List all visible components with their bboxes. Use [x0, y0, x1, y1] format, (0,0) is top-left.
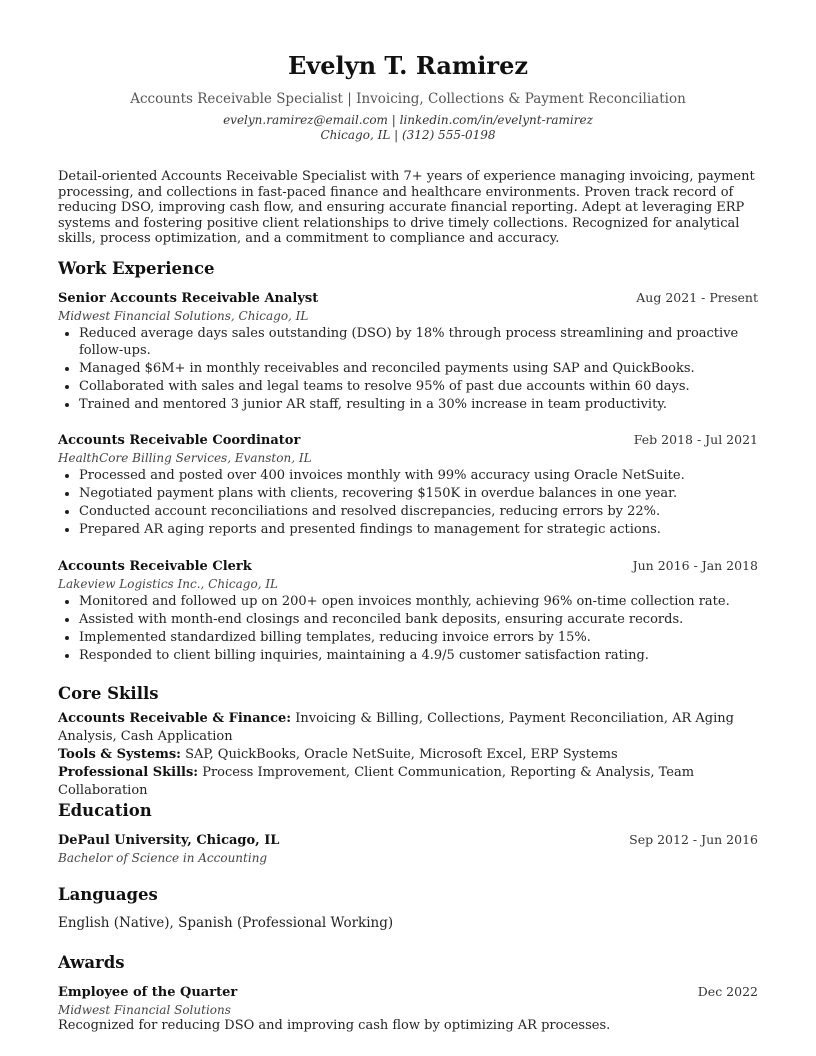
section-title-awards: Awards	[58, 953, 125, 972]
job-company: HealthCore Billing Services, Evanston, IL	[58, 451, 312, 465]
job-bullet: • Monitored and followed up on 200+ open invoices monthly, achieving 96% on-time collection rate.	[79, 594, 758, 611]
school-name: DePaul University, Chicago, IL	[58, 833, 280, 848]
contact-email-linkedin[interactable]: evelyn.ramirez@email.com | linkedin.com/in/evelynt-ramirez	[223, 113, 593, 127]
award-title: Employee of the Quarter	[58, 985, 238, 1000]
education-section	[58, 801, 758, 821]
education-entry	[58, 831, 758, 866]
candidate-name: Evelyn T. Ramirez	[288, 51, 528, 80]
job-dates: Feb 2018 - Jul 2021	[633, 432, 758, 447]
contact-location-phone: Chicago, IL | (312) 555-0198	[320, 128, 496, 142]
job-bullet: • Reduced average days sales outstanding (DSO) by 18% through process streamlining and proactive follow-ups.	[79, 326, 758, 359]
job-bullet: • Negotiated payment plans with clients, recovering $150K in overdue balances in one year.	[79, 486, 758, 503]
job-bullet: • Collaborated with sales and legal teams to resolve 95% of past due accounts within 60 days.	[79, 379, 758, 396]
languages-section	[58, 885, 758, 905]
job-bullet: • Trained and mentored 3 junior AR staff, resulting in a 30% increase in team productivity.	[79, 397, 758, 414]
section-title-education: Education	[58, 801, 152, 820]
job-title: Senior Accounts Receivable Analyst	[58, 291, 319, 306]
skill-value: SAP, QuickBooks, Oracle NetSuite, Microsoft Excel, ERP Systems	[185, 747, 618, 762]
resume-header	[58, 0, 758, 143]
skill-label: Tools & Systems:	[58, 747, 181, 762]
work-experience-section	[58, 259, 758, 279]
awards-section	[58, 953, 758, 973]
award-date: Dec 2022	[697, 984, 758, 999]
job-bullet: • Conducted account reconciliations and resolved discrepancies, reducing errors by 22%.	[79, 504, 758, 521]
award-entry	[58, 983, 758, 1034]
core-skills-section	[58, 684, 758, 800]
job-bullet: • Managed $6M+ in monthly receivables and reconciled payments using SAP and QuickBooks.	[79, 361, 758, 378]
education-dates: Sep 2012 - Jun 2016	[629, 832, 758, 847]
job-dates: Aug 2021 - Present	[636, 290, 758, 305]
award-description: Recognized for reducing DSO and improving cash flow by optimizing AR processes.	[58, 1018, 611, 1033]
job-company: Lakeview Logistics Inc., Chicago, IL	[58, 577, 279, 591]
job-entry	[58, 557, 758, 666]
job-bullet: • Processed and posted over 400 invoices monthly with 99% accuracy using Oracle NetSuite.	[79, 468, 758, 485]
skill-value: Invoicing & Billing, Collections, Payment Reconciliation, AR Aging Analysis, Cash Application	[58, 711, 734, 744]
languages-entry	[58, 914, 758, 932]
job-entry	[58, 289, 758, 415]
skill-label: Professional Skills:	[58, 765, 199, 780]
skill-line	[58, 710, 758, 746]
job-entry	[58, 431, 758, 540]
job-title: Accounts Receivable Coordinator	[58, 433, 301, 448]
job-dates: Jun 2016 - Jan 2018	[632, 558, 758, 573]
job-bullet: • Prepared AR aging reports and presented findings to management for strategic actions.	[79, 522, 758, 539]
job-bullets	[58, 326, 758, 413]
professional-summary: Detail-oriented Accounts Receivable Specialist with 7+ years of experience managing invoicing, payment processing, and collections in fast-paced finance and healthcare environments. Proven track record of reducing DSO, improving cash flow, and ensuring accurate financial reporting. Adept at leveraging ERP systems and fostering positive client relationships to drive timely collections. Recognized for analytical skills, process optimization, and a commitment to compliance and accuracy.	[58, 169, 755, 246]
job-bullet: • Responded to client billing inquiries, maintaining a 4.9/5 customer satisfaction rating.	[79, 648, 758, 665]
languages-text: English (Native), Spanish (Professional Working)	[58, 915, 394, 931]
degree: Bachelor of Science in Accounting	[58, 851, 268, 865]
resume-page	[58, 0, 758, 1056]
skill-value: Process Improvement, Client Communication, Reporting & Analysis, Team Collaboration	[58, 765, 695, 798]
skill-line	[58, 746, 758, 764]
job-bullet: • Implemented standardized billing templates, reducing invoice errors by 15%.	[79, 630, 758, 647]
job-bullet: • Assisted with month-end closings and reconciled bank deposits, ensuring accurate records.	[79, 612, 758, 629]
section-title-skills: Core Skills	[58, 684, 159, 703]
job-title: Accounts Receivable Clerk	[58, 559, 252, 574]
job-bullets	[58, 594, 758, 665]
award-org: Midwest Financial Solutions	[58, 1003, 231, 1017]
section-title-work: Work Experience	[58, 259, 215, 278]
section-title-languages: Languages	[58, 885, 158, 904]
job-bullets	[58, 468, 758, 539]
skill-line	[58, 764, 758, 800]
skill-label: Accounts Receivable & Finance:	[58, 711, 292, 726]
headline: Accounts Receivable Specialist | Invoicing, Collections & Payment Reconciliation	[130, 91, 686, 107]
job-company: Midwest Financial Solutions, Chicago, IL	[58, 309, 309, 323]
